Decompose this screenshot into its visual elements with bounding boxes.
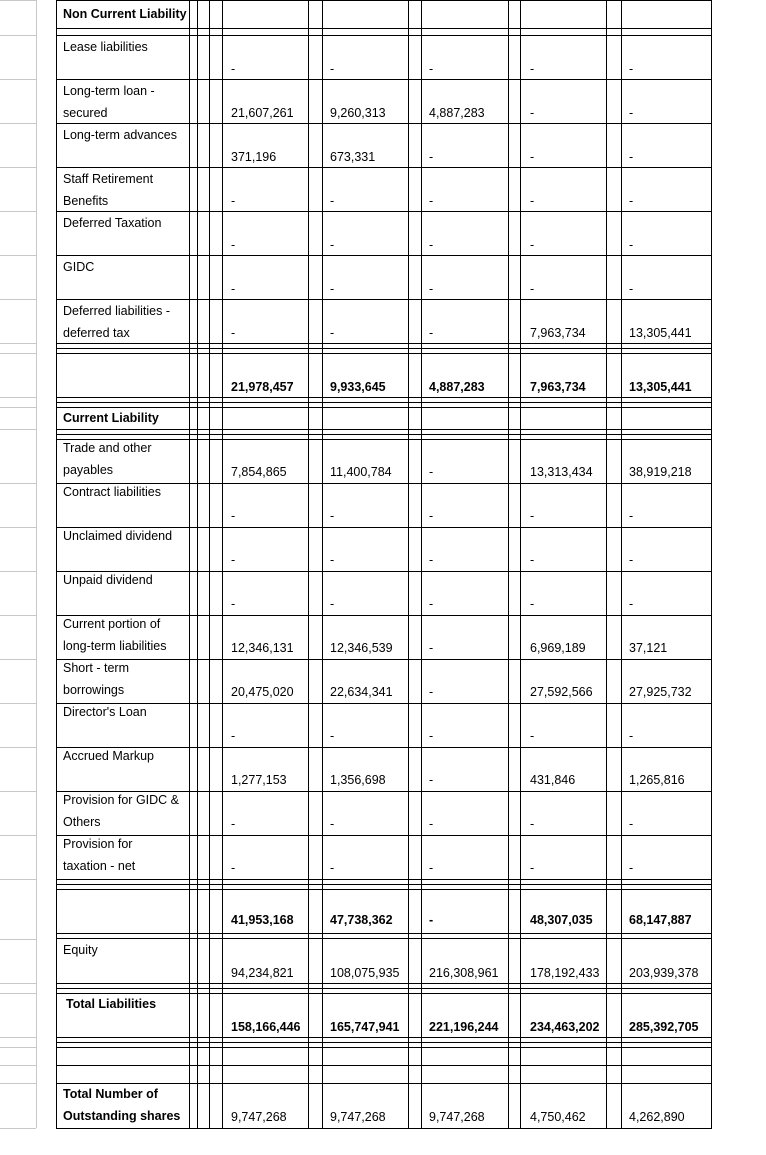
row-gutter-line	[0, 255, 36, 256]
shares-value: 9,747,268	[429, 1110, 485, 1124]
row-value: -	[330, 817, 335, 831]
row-value: -	[330, 509, 335, 523]
grid-line	[56, 348, 712, 349]
row-value: -	[429, 553, 434, 567]
grid-line	[408, 0, 409, 1128]
row-value: 13,313,434	[530, 465, 593, 479]
grid-line	[56, 1065, 712, 1066]
row-gutter-line	[0, 407, 36, 408]
row-label: Current portion of long-term liabilities	[63, 617, 167, 653]
row-label: Long-term loan - secured	[63, 84, 155, 120]
row-value: -	[231, 194, 236, 208]
row-value: -	[231, 729, 236, 743]
row-gutter-line	[0, 0, 36, 1]
shares-value: 4,262,890	[629, 1110, 685, 1124]
row-value: -	[530, 509, 535, 523]
row-value: -	[429, 465, 434, 479]
row-value: -	[629, 106, 634, 120]
row-value: 20,475,020	[231, 685, 294, 699]
row-value: 12,346,539	[330, 641, 393, 655]
grid-line	[56, 1047, 712, 1048]
row-gutter-line	[0, 747, 36, 748]
shares-value: 4,750,462	[530, 1110, 586, 1124]
row-gutter-line	[0, 353, 36, 354]
row-label: Staff Retirement Benefits	[63, 172, 154, 208]
row-gutter-line	[0, 1065, 36, 1066]
row-value: -	[429, 238, 434, 252]
subtotal-value: 47,738,362	[330, 913, 393, 927]
row-value: -	[330, 553, 335, 567]
row-value: -	[530, 62, 535, 76]
row-value: -	[330, 729, 335, 743]
row-value: -	[231, 597, 236, 611]
row-value: -	[330, 62, 335, 76]
row-gutter-line	[0, 343, 36, 344]
shares-label: Total Number of Outstanding shares	[63, 1087, 181, 1123]
row-value: -	[330, 282, 335, 296]
subtotal-value: 13,305,441	[629, 380, 692, 394]
grid-line	[56, 988, 712, 989]
row-label: GIDC	[63, 260, 95, 274]
grid-line	[56, 889, 712, 890]
row-value: -	[629, 817, 634, 831]
row-value: -	[330, 194, 335, 208]
row-value: -	[530, 238, 535, 252]
grid-line	[322, 0, 323, 1128]
grid-line	[56, 429, 712, 430]
row-gutter-line	[0, 1047, 36, 1048]
subtotal-value: 21,978,457	[231, 380, 294, 394]
row-value: 371,196	[231, 150, 277, 164]
row-gutter-line	[0, 397, 36, 398]
row-value: 6,969,189	[530, 641, 586, 655]
row-gutter-line	[0, 879, 36, 880]
row-label: Director's Loan	[63, 705, 147, 719]
row-value: -	[429, 282, 434, 296]
equity-value: 203,939,378	[629, 966, 699, 980]
subtotal-value: 68,147,887	[629, 913, 692, 927]
row-value: -	[629, 238, 634, 252]
row-value: -	[330, 238, 335, 252]
subtotal-value: 7,963,734	[530, 380, 586, 394]
row-gutter-line	[0, 703, 36, 704]
grid-line	[222, 0, 223, 1128]
grid-line	[606, 0, 607, 1128]
row-value: -	[530, 553, 535, 567]
row-value: 27,592,566	[530, 685, 593, 699]
row-gutter-line	[0, 35, 36, 36]
row-label: Lease liabilities	[63, 40, 148, 54]
row-value: -	[629, 553, 634, 567]
grid-line	[508, 0, 509, 1128]
row-label: Accrued Markup	[63, 749, 155, 763]
row-value: -	[429, 773, 434, 787]
row-value: -	[330, 597, 335, 611]
row-value: -	[429, 509, 434, 523]
row-label: Short - term borrowings	[63, 661, 129, 697]
row-value: 11,400,784	[330, 465, 392, 479]
row-gutter-line	[0, 1128, 36, 1129]
row-gutter-line	[0, 299, 36, 300]
subtotal-value: 48,307,035	[530, 913, 593, 927]
row-gutter-line	[0, 571, 36, 572]
row-value: -	[530, 106, 535, 120]
row-gutter-line	[0, 615, 36, 616]
row-value: 13,305,441	[629, 326, 692, 340]
row-value: -	[629, 729, 634, 743]
grid-line	[56, 28, 712, 29]
row-value: -	[530, 729, 535, 743]
row-gutter-line	[0, 659, 36, 660]
total-liabilities-value: 221,196,244	[429, 1020, 499, 1034]
shares-value: 9,747,268	[231, 1110, 287, 1124]
row-value: 673,331	[330, 150, 376, 164]
row-value: -	[530, 194, 535, 208]
grid-line	[56, 353, 712, 354]
row-value: -	[629, 194, 634, 208]
row-value: -	[429, 729, 434, 743]
grid-line	[621, 0, 622, 1128]
row-value: 7,854,865	[231, 465, 287, 479]
grid-line	[56, 1042, 712, 1043]
row-label: Provision for taxation - net	[63, 837, 136, 873]
row-value: 27,925,732	[629, 685, 692, 699]
row-value: -	[330, 326, 335, 340]
grid-line	[520, 0, 521, 1128]
row-gutter-line	[0, 123, 36, 124]
row-value: -	[231, 238, 236, 252]
grid-line	[56, 983, 712, 984]
equity-label: Equity	[63, 943, 98, 957]
grid-line	[56, 933, 712, 934]
row-value: -	[429, 62, 434, 76]
row-value: -	[530, 597, 535, 611]
row-value: 1,356,698	[330, 773, 386, 787]
subtotal-value: 41,953,168	[231, 913, 294, 927]
row-value: -	[429, 641, 434, 655]
row-gutter-line	[0, 167, 36, 168]
row-gutter-line	[0, 939, 36, 940]
row-value: -	[429, 685, 434, 699]
grid-line	[56, 0, 712, 1]
row-value: -	[231, 861, 236, 875]
subtotal-value: 4,887,283	[429, 380, 485, 394]
row-value: 21,607,261	[231, 106, 294, 120]
row-gutter-line	[0, 429, 36, 430]
row-value: 38,919,218	[629, 465, 692, 479]
row-value: -	[231, 326, 236, 340]
row-value: -	[530, 861, 535, 875]
grid-line	[56, 434, 712, 435]
grid-line	[711, 0, 712, 1128]
grid-line	[56, 884, 712, 885]
row-label: Deferred liabilities - deferred tax	[63, 304, 170, 340]
grid-line	[56, 0, 57, 1128]
row-gutter-line	[0, 527, 36, 528]
equity-value: 178,192,433	[530, 966, 600, 980]
grid-line	[308, 0, 309, 1128]
equity-value: 94,234,821	[231, 966, 294, 980]
total-liabilities-value: 158,166,446	[231, 1020, 301, 1034]
row-gutter-line	[0, 983, 36, 984]
row-gutter	[36, 0, 37, 1128]
row-value: -	[629, 62, 634, 76]
total-liabilities-value: 234,463,202	[530, 1020, 600, 1034]
row-gutter-line	[0, 483, 36, 484]
grid-line	[56, 1128, 712, 1129]
row-gutter-line	[0, 835, 36, 836]
row-value: -	[429, 150, 434, 164]
row-value: 9,260,313	[330, 106, 386, 120]
row-value: -	[429, 326, 434, 340]
total-liabilities-label: Total Liabilities	[66, 997, 157, 1011]
row-value: -	[530, 150, 535, 164]
row-value: -	[429, 861, 434, 875]
shares-value: 9,747,268	[330, 1110, 386, 1124]
grid-line	[209, 0, 210, 1128]
row-value: -	[231, 509, 236, 523]
row-label: Long-term advances	[63, 128, 177, 142]
row-value: -	[530, 282, 535, 296]
section-header: Current Liability	[63, 411, 159, 425]
row-value: -	[629, 282, 634, 296]
grid-line	[56, 1037, 712, 1038]
row-gutter-line	[0, 791, 36, 792]
row-gutter-line	[0, 1037, 36, 1038]
total-liabilities-value: 285,392,705	[629, 1020, 699, 1034]
row-value: 1,277,153	[231, 773, 287, 787]
section-header: Non Current Liability	[63, 7, 187, 21]
row-value: -	[231, 553, 236, 567]
row-value: 12,346,131	[231, 641, 294, 655]
row-value: 431,846	[530, 773, 576, 787]
row-value: 1,265,816	[629, 773, 685, 787]
row-gutter-line	[0, 211, 36, 212]
row-value: -	[629, 509, 634, 523]
row-value: -	[429, 194, 434, 208]
equity-value: 216,308,961	[429, 966, 499, 980]
grid-line	[189, 0, 190, 1128]
row-label: Unpaid dividend	[63, 573, 153, 587]
grid-line	[56, 402, 712, 403]
grid-line	[197, 0, 198, 1128]
row-value: -	[629, 150, 634, 164]
row-value: -	[330, 861, 335, 875]
row-value: -	[231, 282, 236, 296]
row-value: -	[629, 597, 634, 611]
row-value: 4,887,283	[429, 106, 485, 120]
row-label: Deferred Taxation	[63, 216, 162, 230]
row-value: 37,121	[629, 641, 668, 655]
row-label: Contract liabilities	[63, 485, 161, 499]
row-label: Unclaimed dividend	[63, 529, 173, 543]
row-value: -	[231, 817, 236, 831]
subtotal-value: 9,933,645	[330, 380, 386, 394]
grid-line	[421, 0, 422, 1128]
subtotal-value: -	[429, 913, 434, 927]
row-gutter-line	[0, 79, 36, 80]
row-value: -	[429, 597, 434, 611]
grid-line	[56, 397, 712, 398]
row-label: Provision for GIDC & Others	[63, 793, 180, 829]
row-value: 7,963,734	[530, 326, 586, 340]
grid-line	[56, 879, 712, 880]
equity-value: 108,075,935	[330, 966, 400, 980]
row-label: Trade and other payables	[63, 441, 152, 477]
row-value: -	[629, 861, 634, 875]
total-liabilities-value: 165,747,941	[330, 1020, 400, 1034]
row-value: -	[429, 817, 434, 831]
row-gutter-line	[0, 1083, 36, 1084]
row-value: -	[231, 62, 236, 76]
row-value: -	[530, 817, 535, 831]
row-gutter-line	[0, 993, 36, 994]
row-value: 22,634,341	[330, 685, 393, 699]
